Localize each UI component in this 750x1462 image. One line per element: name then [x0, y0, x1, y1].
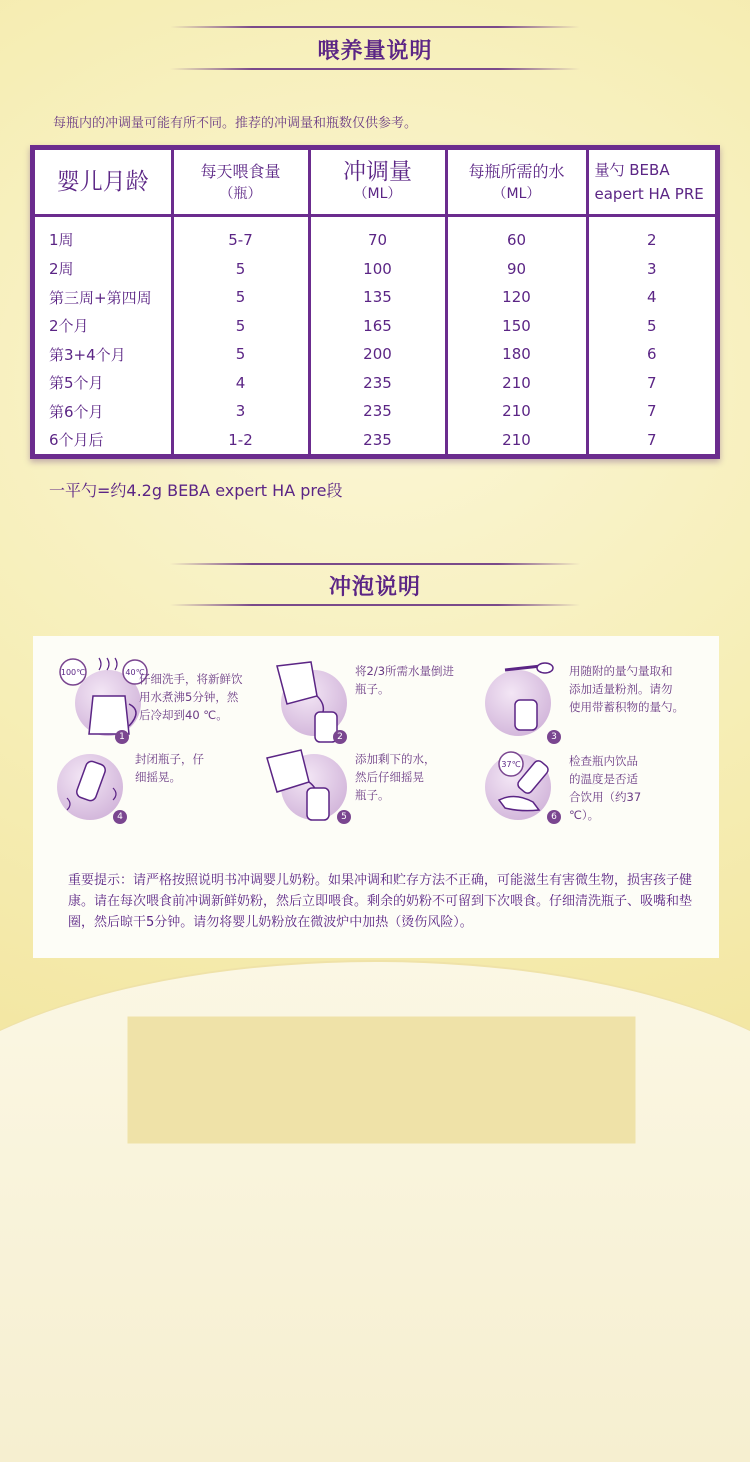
table-cell: 1-2: [172, 425, 309, 454]
table-cell: 120: [446, 283, 587, 312]
step-4-number: 4: [113, 810, 127, 824]
table-cell: 1周: [35, 216, 172, 255]
mixing-divider-bottom: [170, 604, 580, 606]
table-cell: 3: [646, 259, 657, 278]
table-row: [35, 311, 715, 340]
table-cell: 第5个月: [35, 368, 172, 397]
temperature-badge: 37℃: [501, 760, 521, 769]
table-cell: 135: [309, 283, 446, 312]
table-cell: 4: [646, 288, 657, 307]
table-cell: 5: [172, 283, 309, 312]
header-scoops: 量勺 BEBA eapert HA PRE: [587, 150, 715, 216]
table-cell: 第3+4个月: [35, 340, 172, 369]
feeding-table: [30, 145, 720, 459]
table-cell: 第6个月: [35, 397, 172, 426]
mixing-section-title: 冲泡说明: [328, 575, 421, 600]
table-cell: 5-7: [172, 216, 309, 255]
table-cell: 180: [446, 340, 587, 369]
scoop-note: 一平勺=约4.2g BEBA expert HA pre段: [49, 481, 343, 500]
table-header-row: [35, 150, 715, 216]
header-water: 每瓶所需的水 （ML）: [446, 150, 587, 216]
table-cell: 第三周+第四周: [35, 283, 172, 312]
step-1-text: 仔细洗手，将新鲜饮 用水煮沸5分钟，然 后冷却到40 ℃。: [139, 672, 243, 722]
table-row: [35, 283, 715, 312]
header-daily-bottles: 每天喂食量 （瓶）: [172, 150, 309, 216]
table-cell: 235: [309, 368, 446, 397]
feeding-note: 每瓶内的冲调量可能有所不同。推荐的冲调量和瓶数仅供参考。: [53, 116, 418, 131]
feeding-section-title: 喂养量说明: [317, 39, 433, 64]
scoop-icon: [485, 656, 575, 746]
table-cell: 165: [309, 311, 446, 340]
table-cell: 5: [172, 254, 309, 283]
table-row: [35, 254, 715, 283]
table-cell: 7: [646, 373, 657, 392]
shake-bottle-icon: [53, 748, 133, 838]
pour-water-icon: [259, 748, 359, 838]
table-cell: 6个月后: [35, 425, 172, 454]
table-cell: 3: [172, 397, 309, 426]
step-3-number: 3: [547, 730, 561, 744]
step-3-text: 用随附的量勺量取和 添加适量粉剂。请勿 使用带蓄积物的量勺。: [569, 664, 684, 714]
table-cell: 5: [172, 340, 309, 369]
table-cell: 210: [446, 425, 587, 454]
table-cell: 7: [646, 430, 657, 449]
step-6-number: 6: [547, 810, 561, 824]
step-6-text: 检查瓶内饮品 的温度是否适 合饮用（约37 ℃）。: [569, 754, 642, 822]
table-row: [35, 397, 715, 426]
step-5-text: 添加剩下的水， 然后仔细摇晃 瓶子。: [355, 752, 436, 802]
pour-water-icon: [267, 656, 367, 746]
table-cell: 2: [646, 230, 657, 249]
step-1-number: 1: [115, 730, 129, 744]
table-cell: 210: [446, 368, 587, 397]
table-cell: 235: [309, 397, 446, 426]
kettle-badge-cool: 40℃: [125, 668, 145, 677]
table-cell: 4: [172, 368, 309, 397]
table-cell: 150: [446, 311, 587, 340]
table-cell: 7: [646, 402, 657, 421]
important-warning: 重要提示：请严格按照说明书冲调婴儿奶粉。如果冲调和贮存方法不正确，可能滋生有害微生物，损害孩子健康。请在每次喂食前冲调新鲜奶粉，然后立即喂食。剩余的奶粉不可留到下次喂食。仔细清洗瓶子、吸嘴和垫圈，然后晾干5分钟。请勿将婴儿奶粉放在微波炉中加热（烫伤风险）。: [68, 873, 693, 930]
table-cell: 235: [309, 425, 446, 454]
title-divider-top: [170, 26, 580, 28]
table-cell: 5: [646, 316, 657, 335]
step-4-text: 封闭瓶子，仔 细摇晃。: [135, 752, 204, 784]
table-row: [35, 368, 715, 397]
table-row: [35, 425, 715, 454]
table-cell: 5: [172, 311, 309, 340]
table-cell: 200: [309, 340, 446, 369]
title-divider-bottom: [170, 68, 580, 70]
table-cell: 2个月: [35, 311, 172, 340]
bottom-decorative-arc: [0, 960, 750, 1462]
table-cell: 2周: [35, 254, 172, 283]
step-5-number: 5: [337, 810, 351, 824]
table-cell: 70: [309, 216, 446, 255]
step-2-number: 2: [333, 730, 347, 744]
table-cell: 6: [646, 345, 657, 364]
table-cell: 210: [446, 397, 587, 426]
header-mix-amount: 冲调量 （ML）: [309, 150, 446, 216]
table-cell: 60: [446, 216, 587, 255]
step-2-text: 将2/3所需水量倒进 瓶子。: [355, 664, 455, 696]
header-age: 婴儿月龄: [35, 150, 172, 216]
table-row: [35, 340, 715, 369]
mixing-divider-top: [170, 563, 580, 565]
table-cell: 90: [446, 254, 587, 283]
kettle-badge-hot: 100℃: [60, 668, 86, 677]
table-cell: 100: [309, 254, 446, 283]
table-row: [35, 216, 715, 255]
